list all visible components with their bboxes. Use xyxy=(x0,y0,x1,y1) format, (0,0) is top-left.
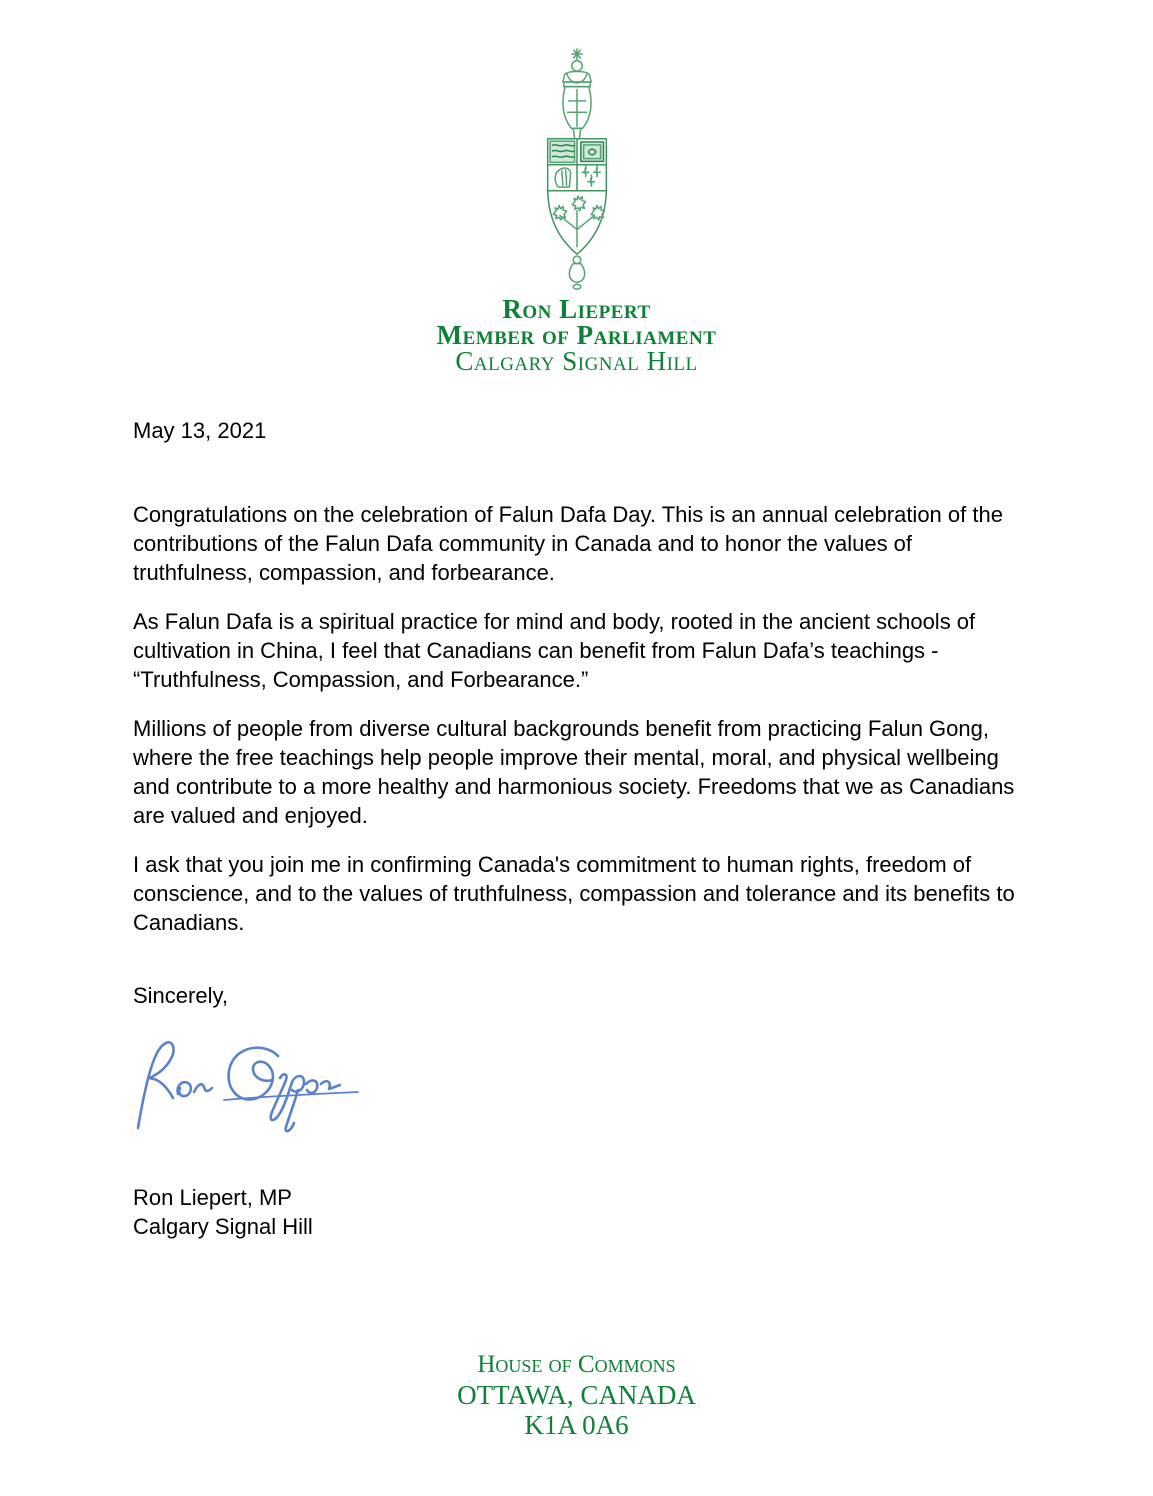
footer-house-of-commons: House of Commons xyxy=(477,1351,676,1378)
signer-name: Ron Liepert, MP xyxy=(133,1185,292,1210)
letter-body xyxy=(133,500,1035,957)
footer-postal-code: K1A 0A6 xyxy=(524,1410,629,1440)
house-of-commons-crest xyxy=(0,46,1153,297)
letter-paragraph: Millions of people from diverse cultural backgrounds benefit from practicing Falun Gong, where the free teachings help people improve their mental, moral, and physical wellbeing and contribute to a more healthy and harmonious society. Freedoms that we as Canadians are valued and enjoyed. xyxy=(133,716,1015,828)
mace-shield-icon xyxy=(529,46,625,297)
handwritten-signature-icon xyxy=(126,1139,366,1156)
letter-paragraph: Congratulations on the celebration of Falun Dafa Day. This is an annual celebration of the contributions of the Falun Dafa community in Canada and to honor the values of truthfulness, compassion, and forbearance. xyxy=(133,502,1003,585)
letter-closing: Sincerely, xyxy=(133,983,228,1008)
mp-title: Member of Parliament xyxy=(436,320,717,350)
letter-paragraph: As Falun Dafa is a spiritual practice for mind and body, rooted in the ancient schools of cultivation in China, I feel that Canadians can benefit from Falun Dafa’s teachings - “Truthfulness, Compassion, and Forbearance.” xyxy=(133,609,976,692)
footer-city: OTTAWA, CANADA xyxy=(457,1380,696,1410)
mp-riding: Calgary Signal Hill xyxy=(455,346,698,376)
letter-date: May 13, 2021 xyxy=(133,418,267,443)
signature-image xyxy=(126,1022,366,1157)
signer-riding: Calgary Signal Hill xyxy=(133,1214,313,1239)
mp-name: Ron Liepert xyxy=(502,294,651,324)
letter-paragraph: I ask that you join me in confirming Canada's commitment to human rights, freedom of conscience, and to the values of truthfulness, compassion and tolerance and its benefits to Canadians. xyxy=(133,852,1015,935)
